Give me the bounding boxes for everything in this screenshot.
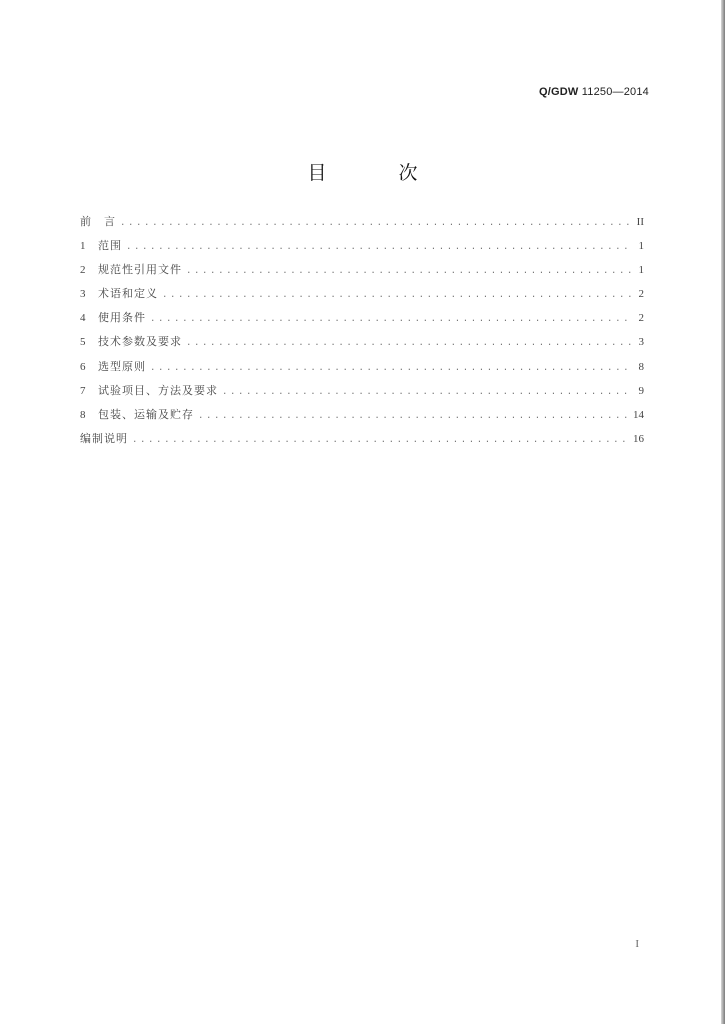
toc-entry-number: 6 xyxy=(80,360,86,373)
toc-entry-page: 2 xyxy=(638,312,644,325)
toc-entry-label: 技术参数及要求 xyxy=(98,335,182,349)
toc-entry-label: 前 言 xyxy=(80,215,116,228)
toc-entry-number: 8 xyxy=(80,408,86,421)
toc-entry-page: 2 xyxy=(638,288,644,301)
toc-entry-terms-definitions[interactable] xyxy=(80,286,644,310)
document-code-number: 11250—2014 xyxy=(581,86,649,98)
toc-entry-number: 5 xyxy=(80,336,86,349)
toc-entry-number: 1 xyxy=(80,240,86,253)
toc-entry-label: 范围 xyxy=(98,239,122,253)
toc-leader-dots xyxy=(186,335,632,351)
toc-entry-page: 8 xyxy=(638,360,644,373)
toc-leader-dots xyxy=(186,263,632,279)
toc-entry-page: 16 xyxy=(633,432,644,445)
toc-entry-label: 术语和定义 xyxy=(98,287,158,301)
toc-entry-number: 2 xyxy=(80,264,86,277)
toc-entry-scope[interactable] xyxy=(80,238,644,262)
toc-leader-dots xyxy=(132,432,629,448)
toc-entry-number: 7 xyxy=(80,384,86,397)
toc-entry-page: II xyxy=(636,216,644,228)
toc-leader-dots xyxy=(222,384,632,400)
page-edge-shadow xyxy=(721,0,725,1024)
toc-entry-label: 包装、运输及贮存 xyxy=(98,407,194,421)
toc-entry-service-conditions[interactable] xyxy=(80,310,644,334)
toc-entry-label: 试验项目、方法及要求 xyxy=(98,383,218,397)
document-code-prefix: Q/GDW xyxy=(538,86,579,98)
toc-entry-page: 3 xyxy=(638,336,644,349)
toc-entry-technical-parameters[interactable] xyxy=(80,334,644,358)
toc-entry-label: 编制说明 xyxy=(80,431,128,445)
toc-entry-foreword[interactable] xyxy=(80,214,644,238)
toc-entry-page: 9 xyxy=(638,384,644,397)
toc-leader-dots xyxy=(150,360,632,376)
document-code xyxy=(539,86,649,98)
toc-leader-dots xyxy=(126,239,632,255)
toc-entry-page: 1 xyxy=(638,240,644,253)
toc-entry-page: 1 xyxy=(638,264,644,277)
toc-entry-selection-principles[interactable] xyxy=(80,359,644,383)
toc-leader-dots xyxy=(162,287,632,303)
toc-entry-test-items[interactable] xyxy=(80,383,644,407)
toc-entry-label: 选型原则 xyxy=(98,359,146,373)
toc-entry-packaging-transport[interactable] xyxy=(80,407,644,431)
table-of-contents xyxy=(80,214,644,455)
toc-entry-compilation-notes[interactable] xyxy=(80,431,644,455)
toc-entry-label: 规范性引用文件 xyxy=(98,263,182,277)
toc-entry-label: 使用条件 xyxy=(98,311,146,325)
toc-entry-page: 14 xyxy=(633,408,644,421)
toc-entry-number: 3 xyxy=(80,288,86,301)
toc-leader-dots xyxy=(198,408,629,424)
toc-leader-dots xyxy=(120,215,632,231)
page-number: I xyxy=(635,938,639,950)
toc-leader-dots xyxy=(150,311,632,327)
toc-entry-normative-references[interactable] xyxy=(80,262,644,286)
toc-title: 目次 xyxy=(307,162,490,184)
toc-entry-number: 4 xyxy=(80,312,86,325)
